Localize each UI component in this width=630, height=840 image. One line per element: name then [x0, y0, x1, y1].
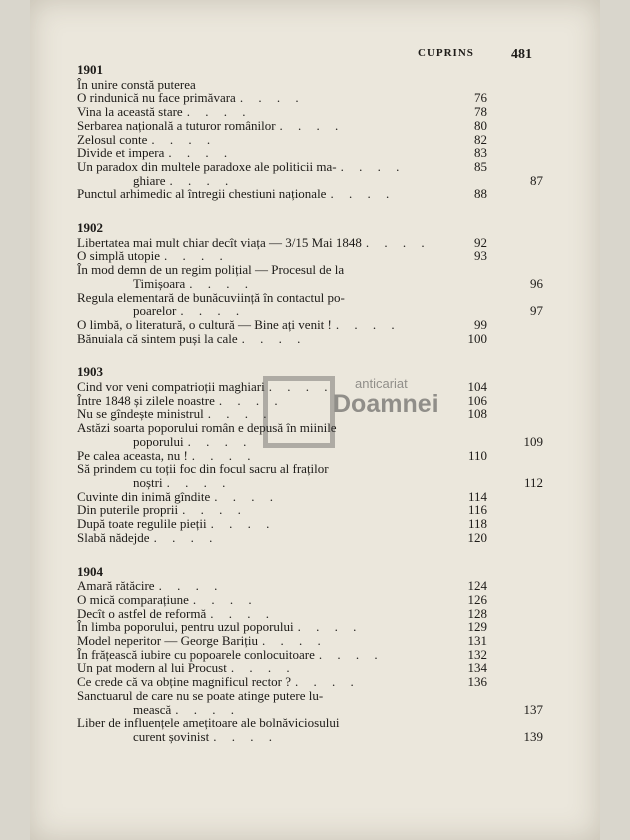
- toc-entry: [77, 318, 487, 332]
- dot-leader: . . . .: [191, 447, 257, 463]
- entry-title: În mod demn de un regim polițial — Procesul de la: [77, 262, 345, 278]
- entry-page-number: 78: [474, 104, 487, 120]
- toc-entry: [77, 236, 487, 250]
- toc-entry: [77, 263, 487, 277]
- entry-page-number: 100: [467, 330, 487, 346]
- entry-title: Regula elementară de bunăcuviință în contactul po-: [77, 289, 345, 305]
- entry-page-number: 116: [467, 502, 487, 518]
- dot-leader: . . . .: [365, 234, 431, 250]
- entry-title: Un paradox din multele paradoxe ale politicii ma-: [77, 158, 337, 174]
- dot-leader: . . . .: [207, 406, 273, 422]
- entry-title: Ce crede că va obține magnificul rector ?: [77, 674, 292, 690]
- toc-entry: [77, 133, 487, 147]
- entry-title: O rindunică nu face primăvara: [77, 90, 236, 106]
- toc-entry: [77, 160, 487, 174]
- entry-title: Serbarea națională a tuturor românilor: [77, 117, 276, 133]
- entry-title: Bănuiala că sintem puși la cale: [77, 330, 238, 346]
- dot-leader: . . . .: [182, 502, 247, 518]
- entry-page-number: 93: [474, 248, 487, 264]
- toc-section: [77, 220, 543, 346]
- toc-entry: [77, 476, 543, 490]
- section-year: 1902: [77, 220, 103, 236]
- entry-title: Divide et impera: [77, 145, 165, 161]
- toc-entry: [77, 449, 487, 463]
- dot-leader: . . . .: [158, 578, 224, 594]
- entry-page-number: 99: [474, 316, 487, 332]
- entry-page-number: 136: [467, 674, 487, 690]
- entry-title: poarelor: [133, 303, 177, 319]
- toc-entry: [77, 146, 487, 160]
- toc-entry: [77, 661, 487, 675]
- dot-leader: . . . .: [318, 646, 384, 662]
- entry-title: Libertatea mai mult chiar decît viața — 3/15 Mai 1848: [77, 234, 362, 250]
- toc-entry: [77, 517, 487, 531]
- entry-page-number: 118: [467, 516, 487, 532]
- toc-entry: [77, 291, 487, 305]
- dot-leader: . . . .: [192, 591, 258, 607]
- toc-entry: [77, 675, 487, 689]
- entry-title: ghiare: [133, 172, 166, 188]
- dot-leader: . . . .: [210, 516, 276, 532]
- toc-entry: [77, 730, 543, 744]
- toc-entry: [77, 91, 487, 105]
- toc-entry: [77, 304, 543, 318]
- section-year: 1903: [77, 364, 103, 380]
- entry-title: După toate regulile pieții: [77, 516, 207, 532]
- entry-title: Punctul arhimedic al întregii chestiuni naționale: [77, 186, 327, 202]
- dot-leader: . . . .: [297, 619, 363, 635]
- section-year: 1904: [77, 563, 103, 579]
- toc-section: [77, 563, 543, 744]
- entry-page-number: 129: [467, 619, 487, 635]
- entry-page-number: 126: [467, 591, 487, 607]
- entry-title: noștri: [133, 474, 163, 490]
- dot-leader: . . . .: [335, 316, 401, 332]
- toc-entry: [77, 579, 487, 593]
- section-year: 1901: [77, 62, 103, 77]
- toc-entry: [77, 249, 487, 263]
- entry-page-number: 110: [467, 447, 487, 463]
- entry-page-number: 120: [467, 529, 487, 545]
- dot-leader: . . . .: [230, 660, 296, 676]
- entry-title: Un pat modern al lui Procust: [77, 660, 227, 676]
- entry-title: Între 1848 și zilele noastre: [77, 392, 215, 408]
- toc-entry: [77, 174, 543, 188]
- toc-entry: [77, 78, 487, 92]
- dot-leader: . . . .: [187, 433, 253, 449]
- dot-leader: . . . .: [151, 131, 217, 147]
- page-number: 481: [511, 47, 532, 62]
- entry-page-number: 139: [523, 728, 543, 744]
- toc-entry: [77, 620, 487, 634]
- entry-page-number: 87: [530, 172, 543, 188]
- entry-title: Slabă nădejde: [77, 529, 150, 545]
- dot-leader: . . . .: [166, 474, 232, 490]
- running-header: CUPRINS: [418, 47, 474, 59]
- toc-entry: [77, 634, 487, 648]
- toc-entry: [77, 332, 487, 346]
- entry-title: Zelosul conte: [77, 131, 148, 147]
- entry-title: Nu se gîndește ministrul: [77, 406, 204, 422]
- watermark-line2: Doamnei: [333, 390, 439, 418]
- toc-entry: [77, 593, 487, 607]
- toc-entry: [77, 105, 487, 119]
- entry-page-number: 88: [474, 186, 487, 202]
- entry-title: Cind vor veni compatrioții maghiari: [77, 379, 265, 395]
- dot-leader: . . . .: [262, 633, 327, 649]
- entry-title: poporului: [133, 433, 184, 449]
- book-page: [30, 0, 600, 840]
- entry-page-number: 114: [467, 488, 487, 504]
- dot-leader: . . . .: [164, 248, 229, 264]
- toc-entry: [77, 689, 487, 703]
- toc-entry: [77, 607, 487, 621]
- dot-leader: . . . .: [180, 303, 246, 319]
- dot-leader: . . . .: [210, 605, 275, 621]
- dot-leader: . . . .: [241, 330, 307, 346]
- dot-leader: . . . .: [295, 674, 360, 690]
- entry-page-number: 132: [467, 646, 487, 662]
- entry-page-number: 92: [474, 234, 487, 250]
- entry-page-number: 109: [523, 433, 543, 449]
- dot-leader: . . . .: [169, 172, 235, 188]
- toc-entry: [77, 503, 487, 517]
- toc-entry: [77, 531, 487, 545]
- toc-entry: [77, 648, 487, 662]
- toc-entry: [77, 703, 543, 717]
- toc-entry: [77, 277, 543, 291]
- toc-section: [77, 62, 543, 202]
- entry-title: Model neperitor — George Barițiu: [77, 633, 258, 649]
- entry-title: În limba poporului, pentru uzul poporului: [77, 619, 294, 635]
- dot-leader: . . . .: [153, 529, 219, 545]
- entry-page-number: 124: [467, 578, 487, 594]
- entry-page-number: 96: [530, 275, 543, 291]
- entry-page-number: 137: [523, 701, 543, 717]
- entry-title: Din puterile proprii: [77, 502, 179, 518]
- dot-leader: . . . .: [168, 145, 234, 161]
- entry-page-number: 128: [467, 605, 487, 621]
- dot-leader: . . . .: [213, 728, 278, 744]
- entry-title: Astăzi soarta poporului român e depusă în miinile: [77, 420, 337, 436]
- entry-title: O simplă utopie: [77, 248, 161, 264]
- dot-leader: . . . .: [218, 392, 284, 408]
- entry-page-number: 112: [523, 474, 543, 490]
- entry-title: O limbă, o literatură, o cultură — Bine ați venit !: [77, 316, 332, 332]
- dot-leader: . . . .: [239, 90, 305, 106]
- dot-leader: . . . .: [340, 158, 406, 174]
- watermark-frame: [263, 376, 335, 448]
- entry-title: În unire constă puterea: [77, 76, 196, 92]
- dot-leader: . . . .: [279, 117, 345, 133]
- entry-page-number: 134: [467, 660, 487, 676]
- dot-leader: . . . .: [189, 275, 254, 291]
- toc-entry: [77, 490, 487, 504]
- entry-title: Cuvinte din inimă gîndite: [77, 488, 211, 504]
- entry-page-number: 85: [474, 158, 487, 174]
- entry-title: curent șovinist: [133, 728, 210, 744]
- entry-page-number: 80: [474, 117, 487, 133]
- toc-entry: [77, 462, 487, 476]
- entry-title: Pe calea aceasta, nu !: [77, 447, 188, 463]
- entry-title: O mică comparațiune: [77, 591, 189, 607]
- dot-leader: . . . .: [214, 488, 279, 504]
- watermark-line1: anticariat: [355, 376, 408, 391]
- entry-page-number: 76: [474, 90, 487, 106]
- entry-page-number: 104: [467, 379, 487, 395]
- entry-title: Să prindem cu toții foc din focul sacru al fraților: [77, 461, 329, 477]
- toc-entry: [77, 119, 487, 133]
- entry-page-number: 83: [474, 145, 487, 161]
- toc-entry: [77, 716, 487, 730]
- entry-title: Timișoara: [133, 275, 186, 291]
- entry-title: Liber de influențele amețitoare ale bolnăviciosului: [77, 715, 340, 731]
- entry-title: Sanctuarul de care nu se poate atinge putere lu-: [77, 687, 324, 703]
- entry-title: În frățească iubire cu popoarele conlocuitoare: [77, 646, 315, 662]
- entry-title: Decît o astfel de reformă: [77, 605, 207, 621]
- entry-page-number: 82: [474, 131, 487, 147]
- dot-leader: . . . .: [268, 379, 334, 395]
- entry-page-number: 97: [530, 303, 543, 319]
- dot-leader: . . . .: [175, 701, 241, 717]
- entry-page-number: 131: [467, 633, 487, 649]
- dot-leader: . . . .: [186, 104, 252, 120]
- entry-page-number: 106: [467, 392, 487, 408]
- toc-entry: [77, 187, 487, 201]
- entry-title: Vina la această stare: [77, 104, 183, 120]
- entry-title: mească: [133, 701, 172, 717]
- dot-leader: . . . .: [330, 186, 396, 202]
- entry-page-number: 108: [467, 406, 487, 422]
- entry-title: Amară rătăcire: [77, 578, 155, 594]
